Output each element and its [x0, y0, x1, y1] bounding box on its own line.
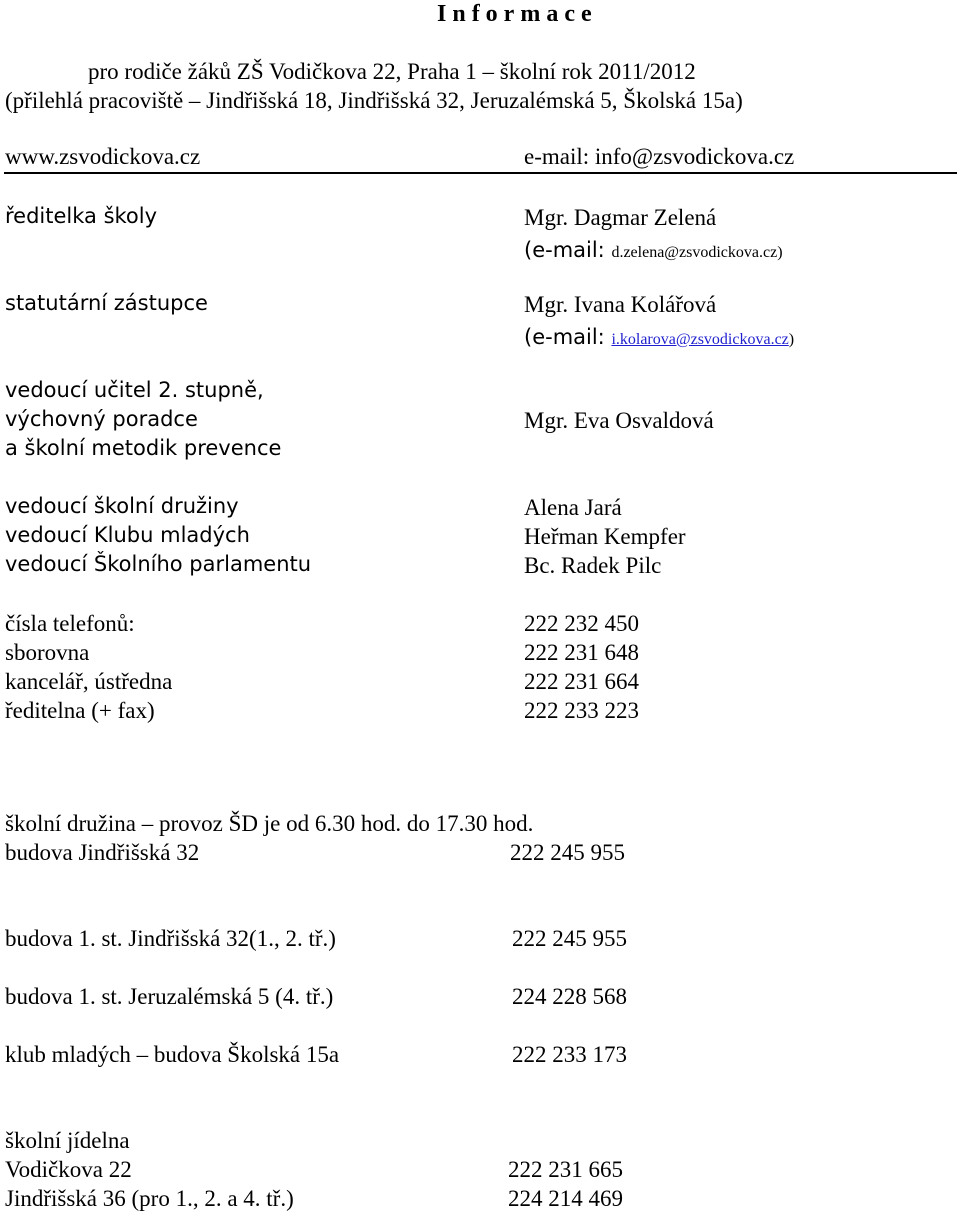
afterschool-hours: školní družina – provoz ŠD je od 6.30 hod. do 17.30 hod. [5, 811, 534, 836]
deputy-role: statutární zástupce [5, 291, 208, 315]
phone-number: 222 231 648 [524, 640, 639, 665]
youth-club-role: vedoucí Klubu mladých [5, 523, 250, 547]
parliament-name: Bc. Radek Pilc [524, 553, 662, 578]
deputy-email-prefix: (e-mail: [524, 325, 612, 349]
deputy-email-link[interactable]: i.kolarova@zsvodickova.cz [611, 331, 789, 348]
head-teacher-role-line-2: výchovný poradce [5, 407, 198, 431]
deputy-email [524, 325, 794, 348]
director-email-value: d.zelena@zsvodickova.cz) [611, 244, 783, 261]
website-link[interactable]: www.zsvodickova.cz [5, 144, 201, 169]
director-email [524, 238, 783, 261]
building-label: klub mladých – budova Školská 15a [5, 1042, 340, 1067]
head-teacher-name: Mgr. Eva Osvaldová [524, 408, 714, 433]
header-line-2: (přilehlá pracoviště – Jindřišská 18, Jindřišská 32, Jeruzalémská 5, Školská 15a) [5, 88, 743, 113]
building-phone: 222 245 955 [512, 926, 627, 951]
afterschool-building: budova Jindřišská 32 [5, 840, 200, 865]
phone-number: 222 232 450 [524, 611, 639, 636]
building-phone: 222 233 173 [512, 1042, 627, 1067]
director-email-prefix: (e-mail: [524, 238, 612, 262]
phone-label: sborovna [5, 640, 90, 665]
parliament-role: vedoucí Školního parlamentu [5, 552, 312, 576]
afterschool-role: vedoucí školní družiny [5, 494, 239, 518]
afterschool-building-phone: 222 245 955 [510, 840, 625, 865]
youth-club-name: Heřman Kempfer [524, 524, 686, 549]
phone-label: ředitelna (+ fax) [5, 698, 155, 723]
director-name: Mgr. Dagmar Zelená [524, 205, 717, 230]
page-title: Informace [437, 1, 598, 27]
canteen-phone: 224 214 469 [508, 1186, 623, 1211]
header-line-1: pro rodiče žáků ZŠ Vodičkova 22, Praha 1 – školní rok 2011/2012 [88, 59, 696, 84]
head-teacher-role-line-3: a školní metodik prevence [5, 436, 282, 460]
canteen-label: Jindřišská 36 (pro 1., 2. a 4. tř.) [5, 1186, 294, 1211]
phone-label: čísla telefonů: [5, 611, 135, 636]
deputy-email-suffix: ) [788, 331, 795, 348]
phone-label: kancelář, ústředna [5, 669, 173, 694]
phone-number: 222 231 664 [524, 669, 639, 694]
building-label: budova 1. st. Jeruzalémská 5 (4. tř.) [5, 984, 334, 1009]
afterschool-name: Alena Jará [524, 495, 622, 520]
canteen-title: školní jídelna [5, 1128, 130, 1153]
school-email: e-mail: info@zsvodickova.cz [524, 144, 795, 169]
head-teacher-role-line-1: vedoucí učitel 2. stupně, [5, 378, 264, 402]
canteen-phone: 222 231 665 [508, 1157, 623, 1182]
divider [4, 172, 957, 174]
phone-number: 222 233 223 [524, 698, 639, 723]
deputy-name: Mgr. Ivana Kolářová [524, 292, 717, 317]
building-phone: 224 228 568 [512, 984, 627, 1009]
director-role: ředitelka školy [5, 204, 158, 228]
building-label: budova 1. st. Jindřišská 32(1., 2. tř.) [5, 926, 336, 951]
canteen-label: Vodičkova 22 [5, 1157, 132, 1182]
